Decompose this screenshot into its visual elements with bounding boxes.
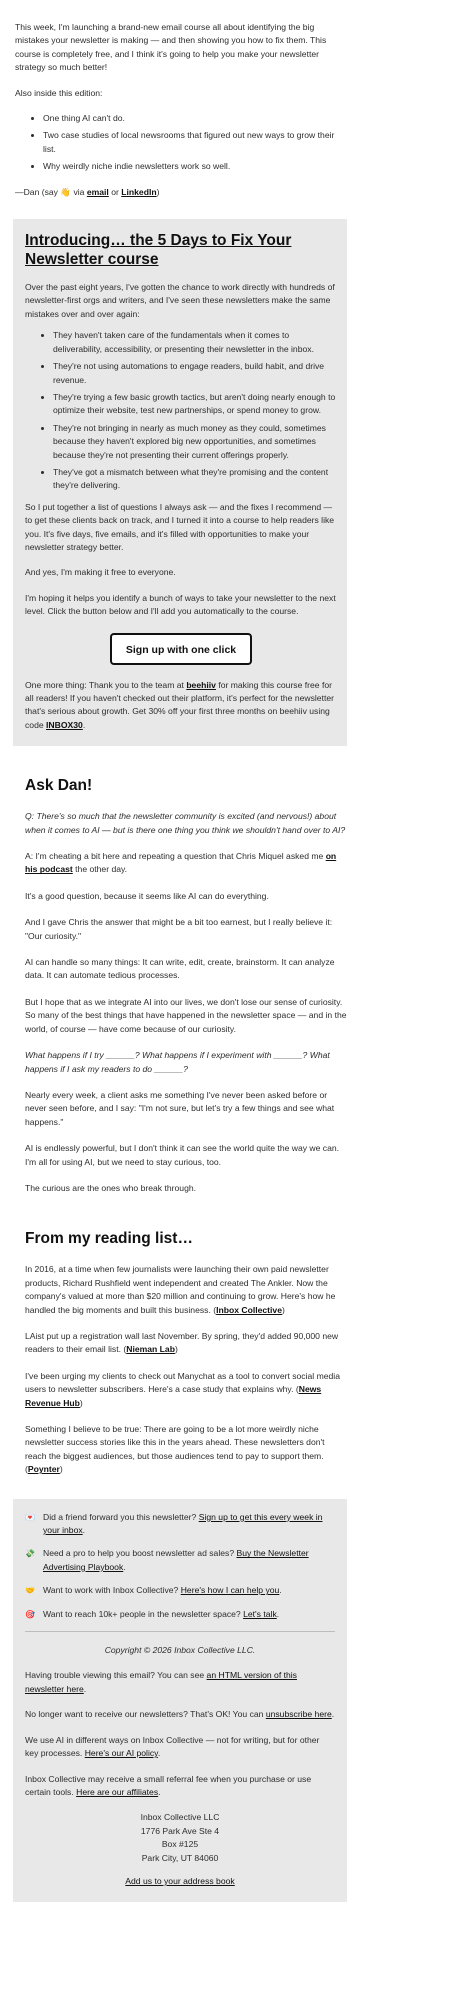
course-title: Introducing… the 5 Days to Fix Your Newsletter course <box>25 232 292 269</box>
html-version-link[interactable]: an HTML version of this newsletter here <box>25 1670 297 1694</box>
affiliates-paragraph <box>25 1773 335 1800</box>
footer-row-text <box>43 1547 335 1574</box>
reading-list-section <box>25 1229 347 1476</box>
email-link[interactable]: email <box>86 186 109 197</box>
reading-item-text: In 2016, at a time when few journalists were launching their own paid newsletter products, Richard Rushfield went independent and created The Ankler. Now the company's valued at more than $20 million and continuing to grow. Here's how he handled the big moments and built this business. ( <box>25 1264 336 1315</box>
footer-end: . <box>158 1786 161 1797</box>
sponsor-text: for making this course free for all readers! If you haven't checked out their platform, it's perfect for the newsletter that's serious about growth. Get 30% off your first three months on beehiiv using code <box>25 679 334 730</box>
edition-list <box>15 112 345 174</box>
ask-dan-title: Ask Dan! <box>25 777 93 795</box>
footer-text: Inbox Collective may receive a small referral fee when you purchase or use certain tools. <box>25 1773 312 1797</box>
poynter-link[interactable]: Poynter <box>27 1464 60 1475</box>
list-item: • One thing AI can't do. <box>43 112 345 125</box>
reading-item <box>25 1263 347 1317</box>
intro-section <box>15 0 345 199</box>
footer-row <box>25 1608 335 1621</box>
footer-end: . <box>157 1748 161 1759</box>
footer-row <box>25 1511 335 1538</box>
reading-item-text: LAist put up a registration wall last November. By spring, they'd added 90,000 new readers to their email list. ( <box>25 1330 339 1355</box>
unsubscribe-paragraph <box>25 1708 335 1721</box>
promo-code-link[interactable]: INBOX30 <box>46 719 83 730</box>
answer-paragraph: AI can handle so many things: It can write, edit, create, brainstorm. It can analyze data. It can automate tedious processes. <box>25 957 335 981</box>
ai-policy-paragraph <box>25 1734 335 1761</box>
answer-paragraph: AI is endlessly powerful, but I don't think it can see the world quite the way we can. I'm all for using AI, but we need to stay curious, too. <box>25 1143 340 1167</box>
address-line: Box #125 <box>161 1839 199 1850</box>
footer-row <box>25 1547 335 1574</box>
love-letter-icon: 💌 <box>25 1512 35 1522</box>
footer-row-text <box>43 1584 282 1597</box>
reading-item-end: ) <box>59 1464 63 1475</box>
answer-paragraph: Nearly every week, a client asks me something I've never been asked before or never seen before, and I say: "I'm not sure, but let's try a few things and see what happens." <box>25 1089 335 1127</box>
footer <box>13 1499 347 1903</box>
footer-divider <box>25 1631 335 1632</box>
sponsor-paragraph <box>25 679 337 733</box>
ask-dan-section <box>25 776 347 1195</box>
list-item: • They've got a mismatch between what they're promising and the content they're delivering. <box>53 466 337 493</box>
target-icon: 🎯 <box>25 1609 35 1619</box>
footer-end: . <box>82 1525 86 1536</box>
footer-row-text <box>43 1608 279 1621</box>
linkedin-link[interactable]: LinkedIn <box>121 186 157 197</box>
answer-text: A: I'm cheating a bit here and repeating a question that Chris Miquel asked me <box>25 851 326 862</box>
address-line: 1776 Park Ave Ste 4 <box>140 1825 220 1836</box>
signature <box>15 186 345 199</box>
course-paragraph: And yes, I'm making it free to everyone. <box>25 567 176 578</box>
footer-text: No longer want to receive our newsletters? That's OK! You can <box>25 1709 266 1720</box>
reading-item <box>25 1370 347 1410</box>
mistakes-list <box>25 329 337 492</box>
address-book-link[interactable]: Add us to your address book <box>125 1875 235 1886</box>
course-paragraph: Over the past eight years, I've gotten the chance to work directly with hundreds of newsletter-first orgs and writers, and I've seen these newsletters make the same mistakes over and over again: <box>25 282 335 319</box>
inbox-collective-link[interactable]: Inbox Collective <box>216 1304 282 1315</box>
footer-text: Having trouble viewing this email? You can see <box>25 1670 207 1681</box>
signup-link[interactable]: Sign up to get this every week in your inbox <box>43 1511 323 1536</box>
answer-text: the other day. <box>72 864 128 875</box>
footer-row-text <box>43 1511 335 1538</box>
affiliates-link[interactable]: Here are our affiliates <box>76 1786 159 1797</box>
list-item: • They're trying a few basic growth tactics, but aren't doing nearly enough to optimize their website, test new partnerships, or spend money to grow. <box>53 391 337 418</box>
lets-talk-link[interactable]: Let's talk <box>243 1608 277 1619</box>
playbook-link[interactable]: Buy the Newsletter Advertising Playbook <box>43 1548 309 1572</box>
footer-end: . <box>83 1683 87 1694</box>
answer-paragraph: And I gave Chris the answer that might be a bit too earnest, but I really believe it: "Our curiosity." <box>25 917 333 941</box>
footer-text: Need a pro to help you boost newsletter ad sales? <box>43 1548 237 1559</box>
question <box>25 810 347 837</box>
answer-paragraph: It's a good question, because it seems like AI can do everything. <box>25 890 269 901</box>
handshake-icon: 🤝 <box>25 1586 35 1596</box>
sponsor-text: One more thing: Thank you to the team at <box>25 679 187 690</box>
footer-text: Did a friend forward you this newsletter? <box>43 1511 199 1522</box>
course-paragraph: I'm hoping it helps you identify a bunch of ways to take your newsletter to the next level. Click the button below and I'll add you automatically to the course. <box>25 592 336 617</box>
footer-text: Want to work with Inbox Collective? <box>43 1585 181 1596</box>
intro-paragraph: This week, I'm launching a brand-new email course all about identifying the big mistakes your newsletter is making — and then showing you how to fix them. This course is completely free, and I think it's going to help you make your newsletter strategy so much better! <box>15 22 327 73</box>
address-line: Park City, UT 84060 <box>141 1852 219 1863</box>
signature-prefix: —Dan (say 👋 via <box>15 186 87 197</box>
course-paragraph: So I put together a list of questions I always ask — and the fixes I recommend — to get these clients back on track, and I turned it into a course to help readers like you. It's five days, five emails, and it's filled with opportunities to make your newsletter strategy better. <box>25 501 335 552</box>
mailing-address <box>25 1811 335 1865</box>
reading-item-text: Something I believe to be true: There are going to be a lot more weirdly niche newsletter success stories like this in the years ahead. These newsletters don't reach the biggest audiences, but those audiences tend to pay to support them. ( <box>25 1424 325 1475</box>
news-revenue-hub-link[interactable]: News Revenue Hub <box>25 1384 322 1408</box>
list-item: • They're not bringing in nearly as much money as they could, sometimes because they haven't explored big new opportunities, and sometimes because they're not presenting their current offerings properly. <box>53 422 337 462</box>
footer-text: We use AI in different ways on Inbox Collective — not for writing, but for other key processes. <box>25 1734 320 1759</box>
money-wings-icon: 💸 <box>25 1549 35 1559</box>
address-line: Inbox Collective LLC <box>140 1812 220 1823</box>
list-item: • They're not using automations to engage readers, build habit, and drive revenue. <box>53 360 337 387</box>
reading-list-title: From my reading list… <box>25 1230 193 1248</box>
list-item: • Why weirdly niche indie newsletters work so well. <box>43 160 345 173</box>
podcast-link[interactable]: on his podcast <box>25 851 337 875</box>
course-promo-card <box>13 219 347 746</box>
question-text: Q: There's so much that the newsletter community is excited (and nervous!) about when it comes to AI — but is there one thing you think we shouldn't hand over to AI? <box>25 811 346 835</box>
unsubscribe-link[interactable]: unsubscribe here <box>265 1709 332 1720</box>
answer <box>25 850 347 877</box>
list-item: • Two case studies of local newsrooms that figured out new ways to grow their list. <box>43 129 345 156</box>
beehiiv-link[interactable]: beehiiv <box>186 679 216 690</box>
sign-up-button[interactable]: Sign up with one click <box>110 633 252 665</box>
reading-item <box>25 1423 347 1477</box>
italic-questions: What happens if I try ______? What happens if I experiment with ______? What happens if I ask my readers to do ______? <box>25 1050 330 1074</box>
reading-item-end: ) <box>174 1344 178 1355</box>
work-with-link[interactable]: Here's how I can help you <box>180 1585 280 1596</box>
sponsor-text: . <box>82 719 86 730</box>
ai-policy-link[interactable]: Here's our AI policy <box>84 1748 158 1759</box>
signature-or: or <box>108 186 122 197</box>
answer-paragraph: But I hope that as we integrate AI into our lives, we don't lose our sense of curiosity. So many of the best things that have happened in the newsletter space — and in the world, of course — have come because of our curiosity. <box>25 996 347 1034</box>
footer-end: . <box>123 1561 126 1572</box>
also-inside-label: Also inside this edition: <box>15 87 103 98</box>
footer-end: . <box>331 1709 335 1720</box>
trouble-viewing <box>25 1669 335 1696</box>
reading-item-text: I've been urging my clients to check out Manychat as a tool to convert social media users to newsletter subscribers. Here's a case study that explains why. ( <box>25 1370 340 1395</box>
reading-item <box>25 1330 347 1357</box>
list-item: • They haven't taken care of the fundamentals when it comes to deliverability, accessibility, or presenting their newsletter in the inbox. <box>53 329 337 356</box>
answer-paragraph <box>25 1049 347 1076</box>
reading-item-end: ) <box>282 1304 285 1315</box>
footer-row <box>25 1584 335 1597</box>
answer-paragraph: The curious are the ones who break through. <box>25 1182 197 1193</box>
signature-suffix: ) <box>156 186 160 197</box>
copyright: Copyright © 2026 Inbox Collective LLC. <box>104 1645 256 1656</box>
nieman-lab-link[interactable]: Nieman Lab <box>126 1344 175 1355</box>
address-book-paragraph <box>25 1875 335 1888</box>
footer-text: Want to reach 10k+ people in the newsletter space? <box>43 1608 244 1619</box>
footer-end: . <box>279 1585 282 1596</box>
footer-end: . <box>276 1608 280 1619</box>
reading-item-end: ) <box>79 1397 83 1408</box>
